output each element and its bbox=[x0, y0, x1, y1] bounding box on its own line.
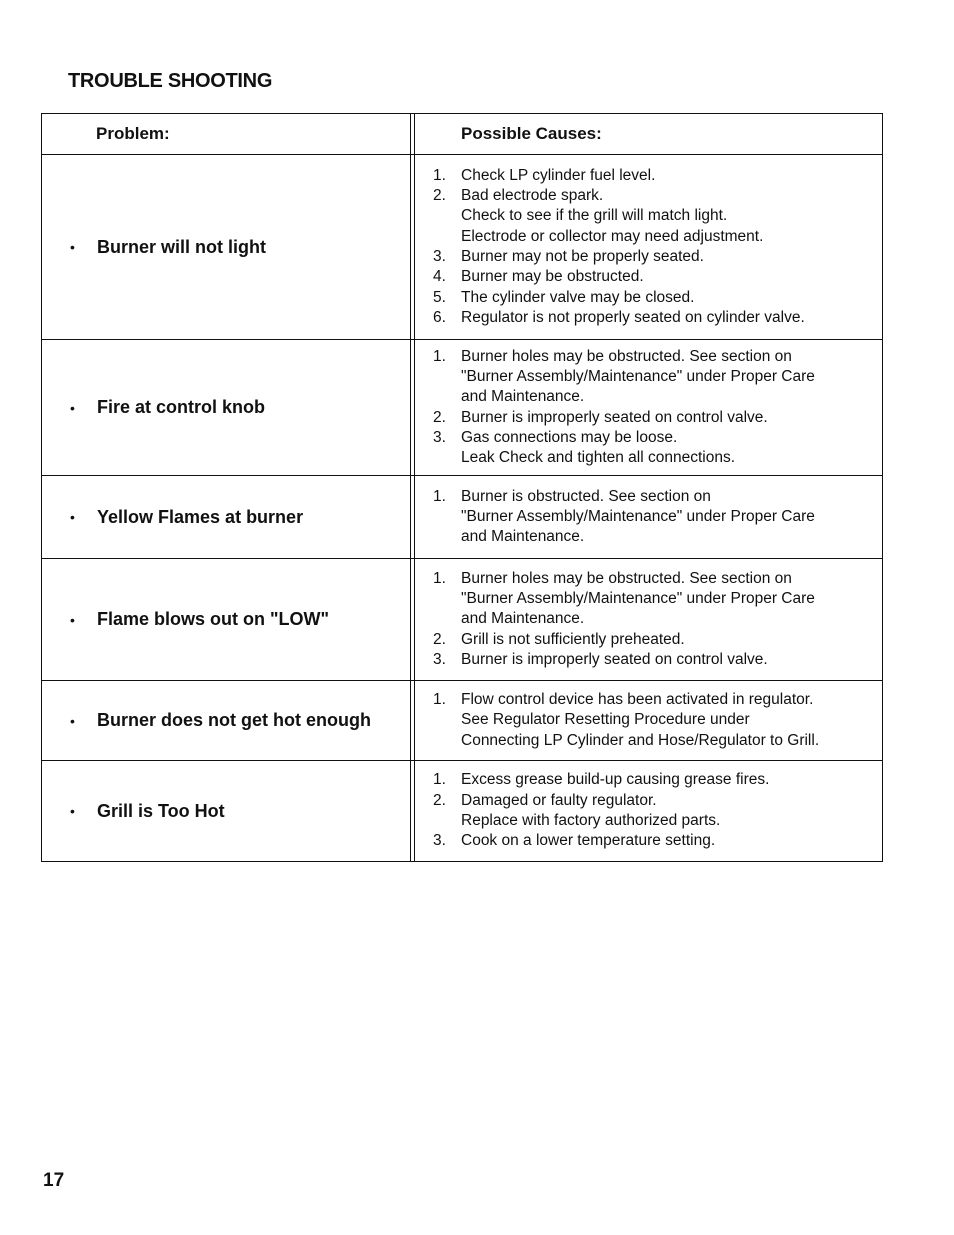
cause-line: Flow control device has been activated in regulator. bbox=[461, 691, 814, 709]
cause-line: "Burner Assembly/Maintenance" under Proper Care bbox=[461, 590, 815, 608]
cause-text bbox=[461, 630, 872, 650]
cause-line: Cook on a lower temperature setting. bbox=[461, 832, 716, 850]
cause-line: Regulator is not properly seated on cylinder valve. bbox=[461, 308, 805, 326]
causes-cell bbox=[414, 155, 882, 339]
cause-text bbox=[461, 408, 872, 428]
bullet-icon: • bbox=[70, 509, 75, 525]
cause-text bbox=[461, 247, 872, 267]
cause-text bbox=[461, 770, 872, 790]
problem-cell bbox=[42, 155, 411, 339]
cause-item bbox=[433, 487, 872, 548]
problem-text: Burner will not light bbox=[97, 236, 266, 257]
causes-cell bbox=[414, 681, 882, 760]
cause-number: 1. bbox=[433, 487, 446, 505]
cause-text bbox=[461, 186, 872, 247]
cause-line: Excess grease build-up causing grease fires. bbox=[461, 771, 770, 789]
cause-number: 3. bbox=[433, 650, 446, 668]
problem-text: Flame blows out on "LOW" bbox=[97, 609, 330, 629]
cause-line: Burner is obstructed. See section on bbox=[461, 487, 711, 505]
cause-number: 1. bbox=[433, 569, 446, 587]
bullet-icon: • bbox=[70, 611, 75, 628]
cause-number: 6. bbox=[433, 308, 446, 326]
cause-number: 2. bbox=[433, 630, 446, 648]
cause-line: Electrode or collector may need adjustment. bbox=[461, 227, 764, 245]
cause-item bbox=[433, 166, 872, 186]
problem-cell bbox=[42, 681, 411, 760]
table-row bbox=[42, 340, 882, 476]
cause-line: See Regulator Resetting Procedure under bbox=[461, 711, 750, 729]
cause-number: 2. bbox=[433, 408, 446, 426]
cause-item bbox=[433, 428, 872, 469]
cause-text bbox=[461, 487, 872, 548]
cause-item bbox=[433, 650, 872, 670]
cause-line: Grill is not sufficiently preheated. bbox=[461, 630, 685, 648]
bullet-icon: • bbox=[70, 399, 75, 416]
cause-number: 4. bbox=[433, 268, 446, 286]
cause-item bbox=[433, 186, 872, 247]
cause-item bbox=[433, 630, 872, 650]
cause-number: 1. bbox=[433, 691, 446, 709]
cause-number: 1. bbox=[433, 347, 446, 365]
problem-cell bbox=[42, 476, 411, 558]
problem-text: Fire at control knob bbox=[97, 397, 266, 417]
causes-cell bbox=[414, 476, 882, 558]
cause-text bbox=[461, 690, 872, 751]
cause-number: 3. bbox=[433, 832, 446, 850]
table-row bbox=[42, 681, 882, 761]
cause-item bbox=[433, 308, 872, 328]
cause-number: 2. bbox=[433, 187, 446, 205]
cause-item bbox=[433, 831, 872, 851]
cause-item bbox=[433, 569, 872, 630]
causes-cell bbox=[414, 761, 882, 861]
cause-text bbox=[461, 650, 872, 670]
cause-number: 5. bbox=[433, 288, 446, 306]
cause-item bbox=[433, 770, 872, 790]
cause-number: 1. bbox=[433, 771, 446, 789]
bullet-icon: • bbox=[70, 239, 75, 255]
cause-line: Burner is improperly seated on control valve. bbox=[461, 650, 768, 668]
page-title: TROUBLE SHOOTING bbox=[68, 70, 273, 92]
cause-text bbox=[461, 347, 872, 408]
cause-line: and Maintenance. bbox=[461, 528, 585, 546]
table-row bbox=[42, 155, 882, 340]
problem-text: Yellow Flames at burner bbox=[97, 506, 304, 527]
cause-item bbox=[433, 408, 872, 428]
cause-line: Check LP cylinder fuel level. bbox=[461, 166, 656, 184]
bullet-icon: • bbox=[70, 712, 75, 729]
cause-line: Burner may not be properly seated. bbox=[461, 248, 704, 265]
cause-text bbox=[461, 831, 872, 851]
cause-number: 1. bbox=[433, 166, 446, 184]
cause-line: Gas connections may be loose. bbox=[461, 428, 678, 446]
cause-item bbox=[433, 247, 872, 267]
cause-line: Burner holes may be obstructed. See section on bbox=[461, 347, 792, 365]
cause-text bbox=[461, 428, 872, 469]
table-row bbox=[42, 761, 882, 861]
cause-line: "Burner Assembly/Maintenance" under Proper Care bbox=[461, 507, 815, 525]
cause-text bbox=[461, 569, 872, 630]
cause-item bbox=[433, 347, 872, 408]
cause-number: 2. bbox=[433, 791, 446, 809]
cause-line: Burner holes may be obstructed. See section on bbox=[461, 569, 792, 587]
problem-cell bbox=[42, 340, 411, 475]
cause-line: Connecting LP Cylinder and Hose/Regulator to Grill. bbox=[461, 731, 820, 749]
cause-text bbox=[461, 288, 872, 308]
cause-number: 3. bbox=[433, 428, 446, 446]
cause-item bbox=[433, 288, 872, 308]
cause-text bbox=[461, 267, 872, 287]
causes-cell bbox=[414, 559, 882, 680]
cause-line: Check to see if the grill will match light. bbox=[461, 207, 728, 225]
cause-number: 3. bbox=[433, 248, 446, 265]
cause-line: and Maintenance. bbox=[461, 388, 585, 406]
table-header-row bbox=[42, 114, 882, 155]
table-row bbox=[42, 559, 882, 681]
cause-item bbox=[433, 791, 872, 832]
problem-text: Grill is Too Hot bbox=[97, 800, 225, 821]
cause-item bbox=[433, 690, 872, 751]
cause-item bbox=[433, 267, 872, 287]
cause-text bbox=[461, 308, 872, 328]
cause-line: Bad electrode spark. bbox=[461, 187, 604, 205]
troubleshooting-table bbox=[41, 113, 883, 862]
table-row bbox=[42, 476, 882, 559]
bullet-icon: • bbox=[70, 803, 75, 819]
cause-line: Burner may be obstructed. bbox=[461, 268, 644, 286]
problem-text: Burner does not get hot enough bbox=[97, 710, 371, 730]
cause-line: Burner is improperly seated on control valve. bbox=[461, 408, 768, 426]
problem-column-header: Problem: bbox=[42, 114, 411, 154]
page-number: 17 bbox=[43, 1170, 65, 1191]
cause-text bbox=[461, 166, 872, 186]
problem-cell bbox=[42, 761, 411, 861]
cause-line: "Burner Assembly/Maintenance" under Proper Care bbox=[461, 367, 815, 385]
cause-line: Replace with factory authorized parts. bbox=[461, 812, 721, 829]
cause-text bbox=[461, 791, 872, 832]
problem-cell bbox=[42, 559, 411, 680]
cause-line: and Maintenance. bbox=[461, 610, 585, 628]
causes-cell bbox=[414, 340, 882, 475]
cause-line: Damaged or faulty regulator. bbox=[461, 791, 657, 809]
cause-line: Leak Check and tighten all connections. bbox=[461, 449, 736, 467]
cause-line: The cylinder valve may be closed. bbox=[461, 288, 695, 306]
causes-column-header: Possible Causes: bbox=[414, 114, 882, 154]
